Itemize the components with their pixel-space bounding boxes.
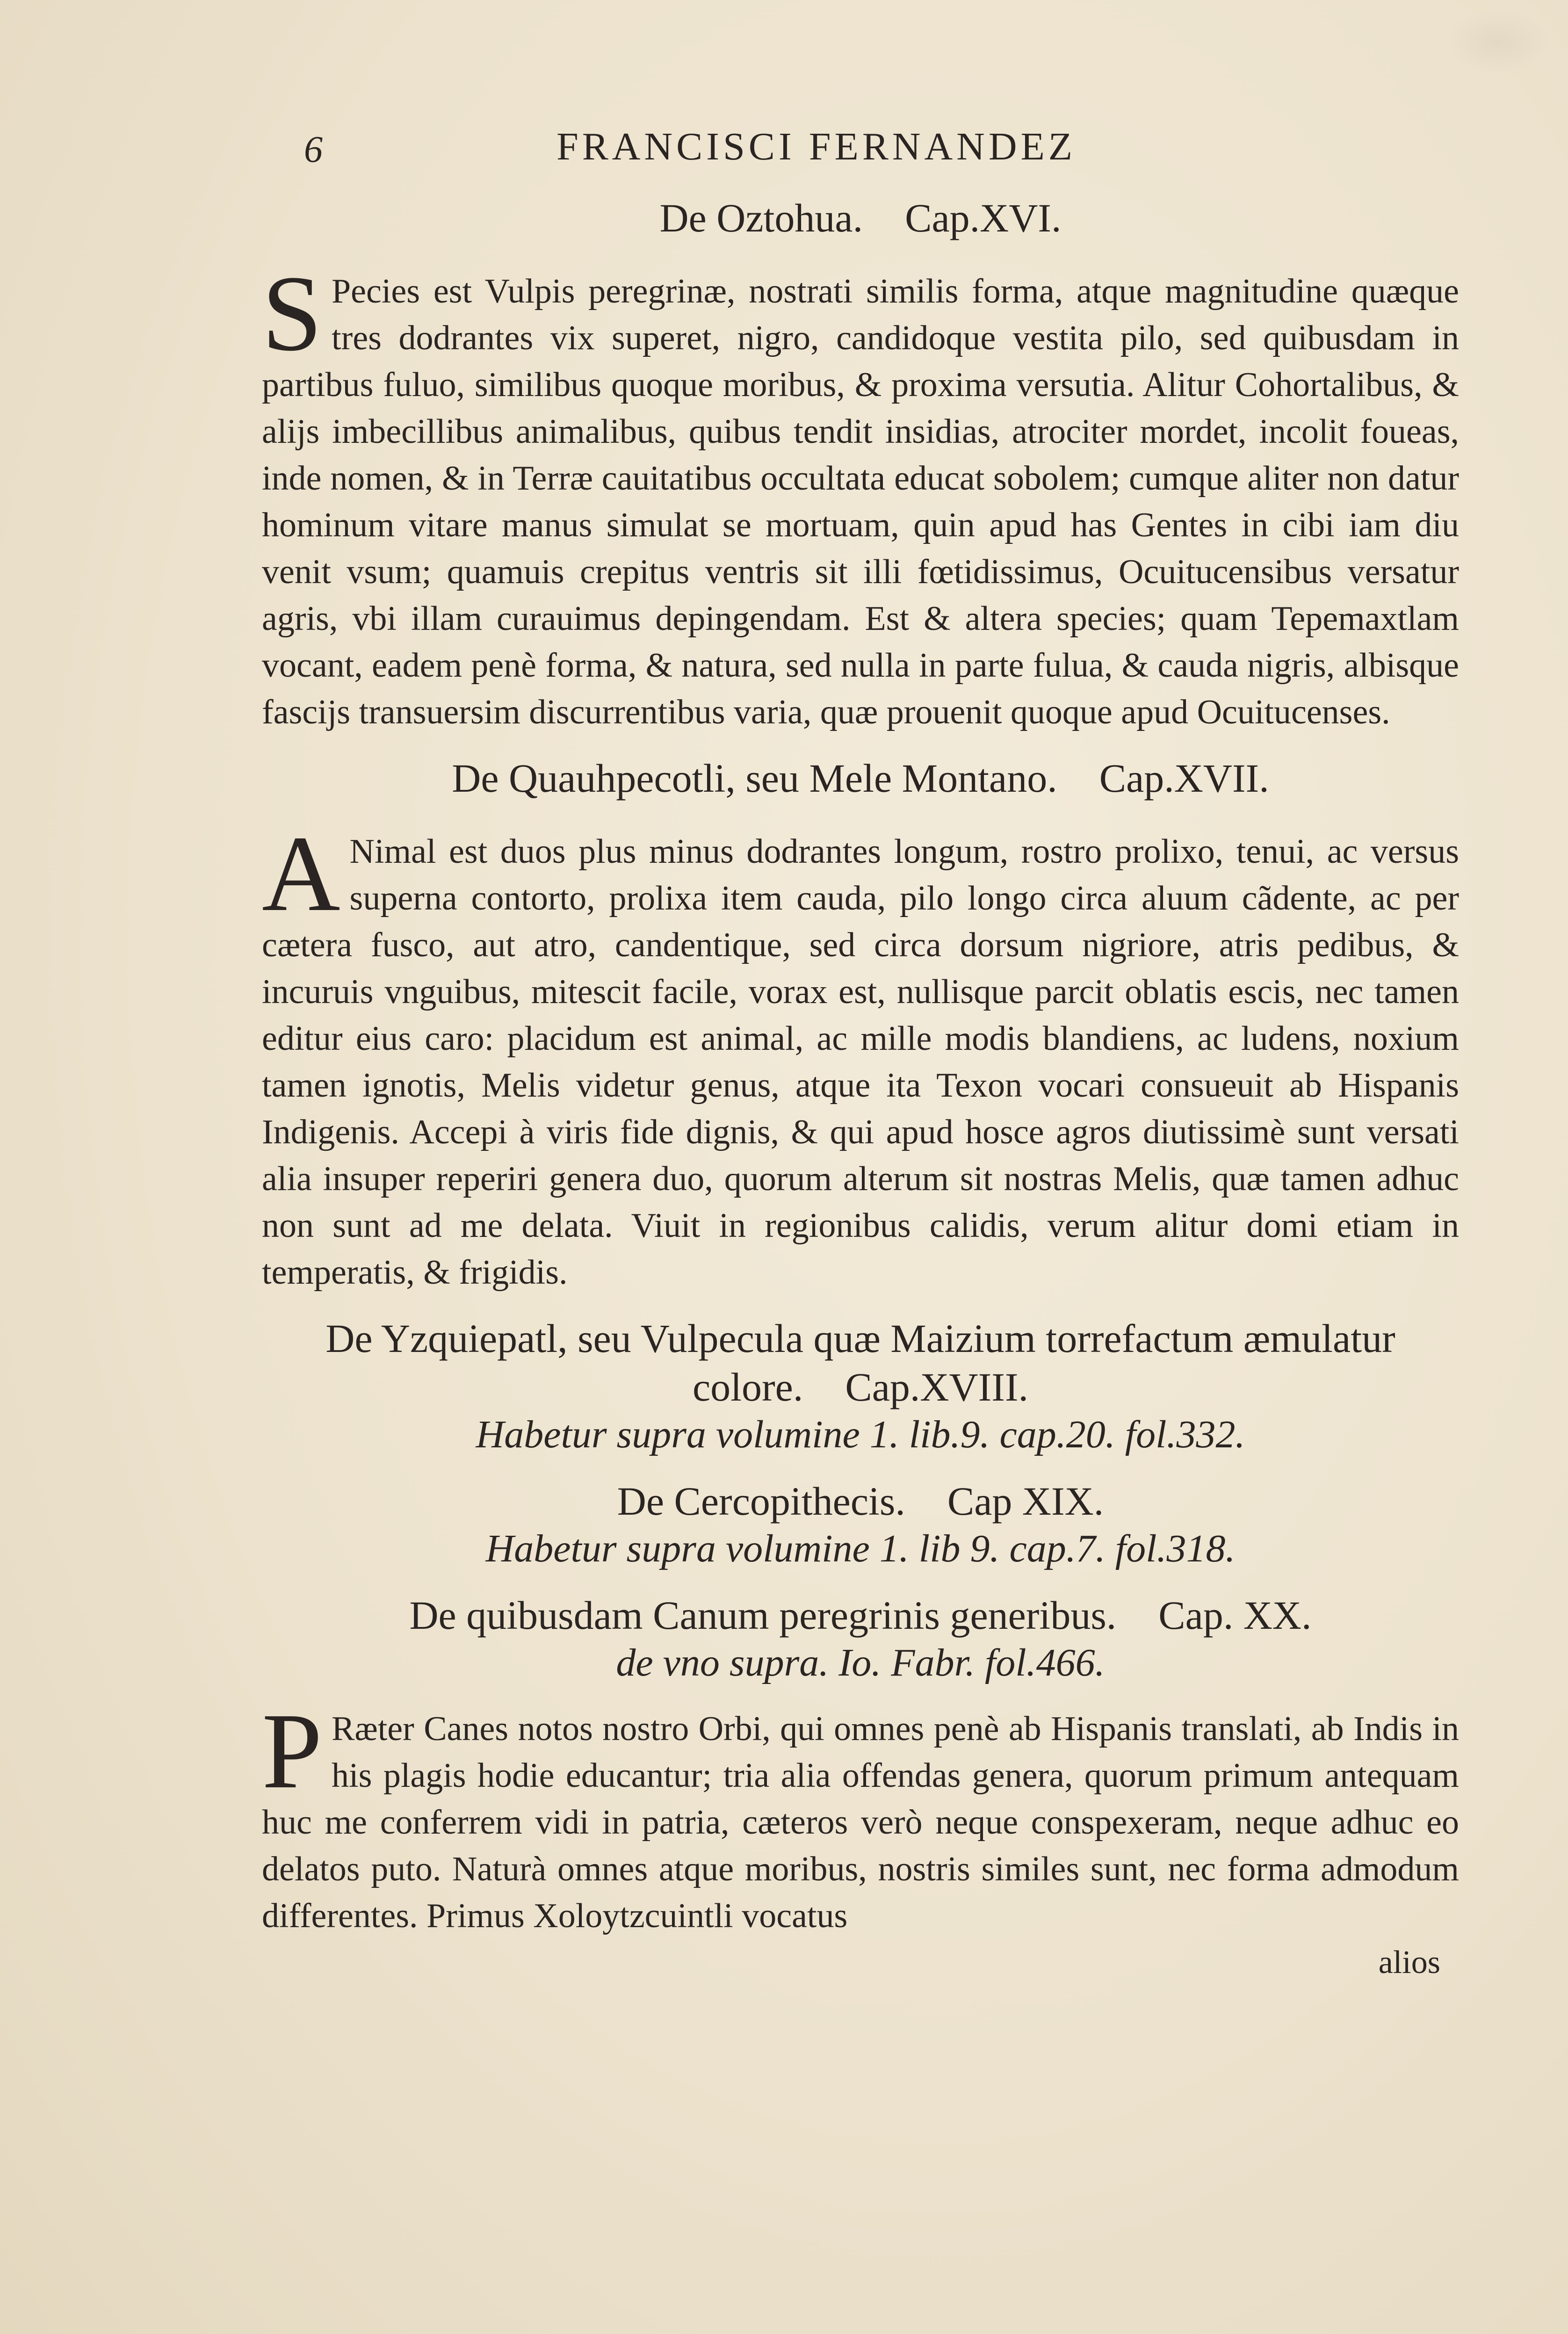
chapter-number: Cap XIX. bbox=[947, 1478, 1104, 1524]
running-title: FRANCISCI FERNANDEZ bbox=[556, 125, 1077, 168]
chapter-number: Cap.XVIII. bbox=[845, 1364, 1029, 1409]
chapter-title: De Cercopithecis. bbox=[617, 1478, 905, 1524]
chapter-title: De Quauhpecotli, seu Mele Montano. bbox=[452, 756, 1057, 801]
catchword: alios bbox=[1378, 1944, 1440, 1980]
chapter-title: De Oztohua. bbox=[659, 195, 863, 240]
chapter-text-20 bbox=[262, 1691, 1459, 1939]
chapter-heading-19 bbox=[262, 1477, 1459, 1525]
drop-cap: S bbox=[262, 253, 323, 374]
cross-reference-18: Habetur supra volumine 1. lib.9. cap.20. fol.332. bbox=[476, 1412, 1245, 1456]
page-number: 6 bbox=[304, 129, 323, 170]
chapter-text-17 bbox=[262, 814, 1459, 1296]
chapter-title-line2: colore. bbox=[692, 1364, 803, 1409]
cross-reference-19: Habetur supra volumine 1. lib 9. cap.7. fol.318. bbox=[485, 1526, 1236, 1570]
book-page bbox=[262, 119, 1459, 1981]
chapter-heading-17 bbox=[262, 754, 1459, 802]
chapter-number: Cap.XVI. bbox=[905, 195, 1062, 240]
chapter-title-line1: De Yzquiepatl, seu Vulpecula quæ Maizium torrefactum æmulatur bbox=[325, 1316, 1395, 1361]
chapter-number: Cap.XVII. bbox=[1099, 756, 1269, 801]
cross-reference-20: de vno supra. Io. Fabr. fol.466. bbox=[616, 1640, 1105, 1684]
paper-stain bbox=[1446, 9, 1549, 75]
drop-cap: P bbox=[262, 1691, 323, 1811]
paragraph-body: Nimal est duos plus minus dodrantes longum, rostro prolixo, tenui, ac versus superna contorto, prolixa item cauda, pilo longo circa aluum cãdente, ac per cætera fusco, aut atro, candentique, sed circa dorsum nigriore, atris pedibus, & incuruis vnguibus, mitescit facile, vorax est, nullisque parcit oblatis escis, nec tamen editur eius caro: placidum est animal, ac mille modis blandiens, ac ludens, noxium tamen ignotis, Melis videtur genus, atque ita Texon vocari consueuit ab Hispanis Indigenis. Accepi à viris fide dignis, & qui apud hosce agros diutissimè sunt versati alia insuper reperiri genera duo, quorum alterum sit nostras Melis, quæ tamen adhuc non sunt ad me delata. Viuit in regionibus calidis, verum alitur domi etiam in temperatis, & frigidis. bbox=[262, 832, 1459, 1292]
chapter-heading-16 bbox=[262, 194, 1459, 242]
chapter-number: Cap. XX. bbox=[1158, 1592, 1312, 1638]
running-head bbox=[262, 119, 1459, 175]
chapter-text-16 bbox=[262, 253, 1459, 736]
chapter-heading-20 bbox=[262, 1591, 1459, 1640]
chapter-title: De quibusdam Canum peregrinis generibus. bbox=[409, 1592, 1117, 1638]
drop-cap: A bbox=[262, 814, 340, 934]
chapter-heading-18 bbox=[262, 1315, 1459, 1411]
paragraph-body: Ræter Canes notos nostro Orbi, qui omnes penè ab Hispanis translati, ab Indis in his plagis hodie educantur; tria alia offendas genera, quorum primum antequam huc me conferrem vidi in patria, cæteros verò neque conspexeram, neque adhuc eo delatos puto. Naturà omnes atque moribus, nostris similes sunt, nec forma admodum differentes. Primus Xoloytzcuintli vocatus bbox=[262, 1709, 1459, 1935]
paragraph-body: Pecies est Vulpis peregrinæ, nostrati similis forma, atque magnitudine quæque tres dodrantes vix superet, nigro, candidoque vestita pilo, sed quibusdam in partibus fuluo, similibus quoque moribus, & proxima versutia. Alitur Cohortalibus, & alijs imbecillibus animalibus, quibus tendit insidias, atrociter mordet, incolit foueas, inde nomen, & in Terræ cauitatibus occultata educat sobolem; cumque aliter non datur hominum vitare manus simulat se mortuam, quin apud has Gentes in cibi iam diu venit vsum; quamuis crepitus ventris sit illi fœtidissimus, Ocuitucensibus versatur agris, vbi illam curauimus depingendam. Est & altera species; quam Tepemaxtlam vocant, eadem penè forma, & natura, sed nulla in parte fulua, & cauda nigris, albisque fascijs transuersim discurrentibus varia, quæ prouenit quoque apud Ocuitucenses. bbox=[262, 272, 1459, 732]
